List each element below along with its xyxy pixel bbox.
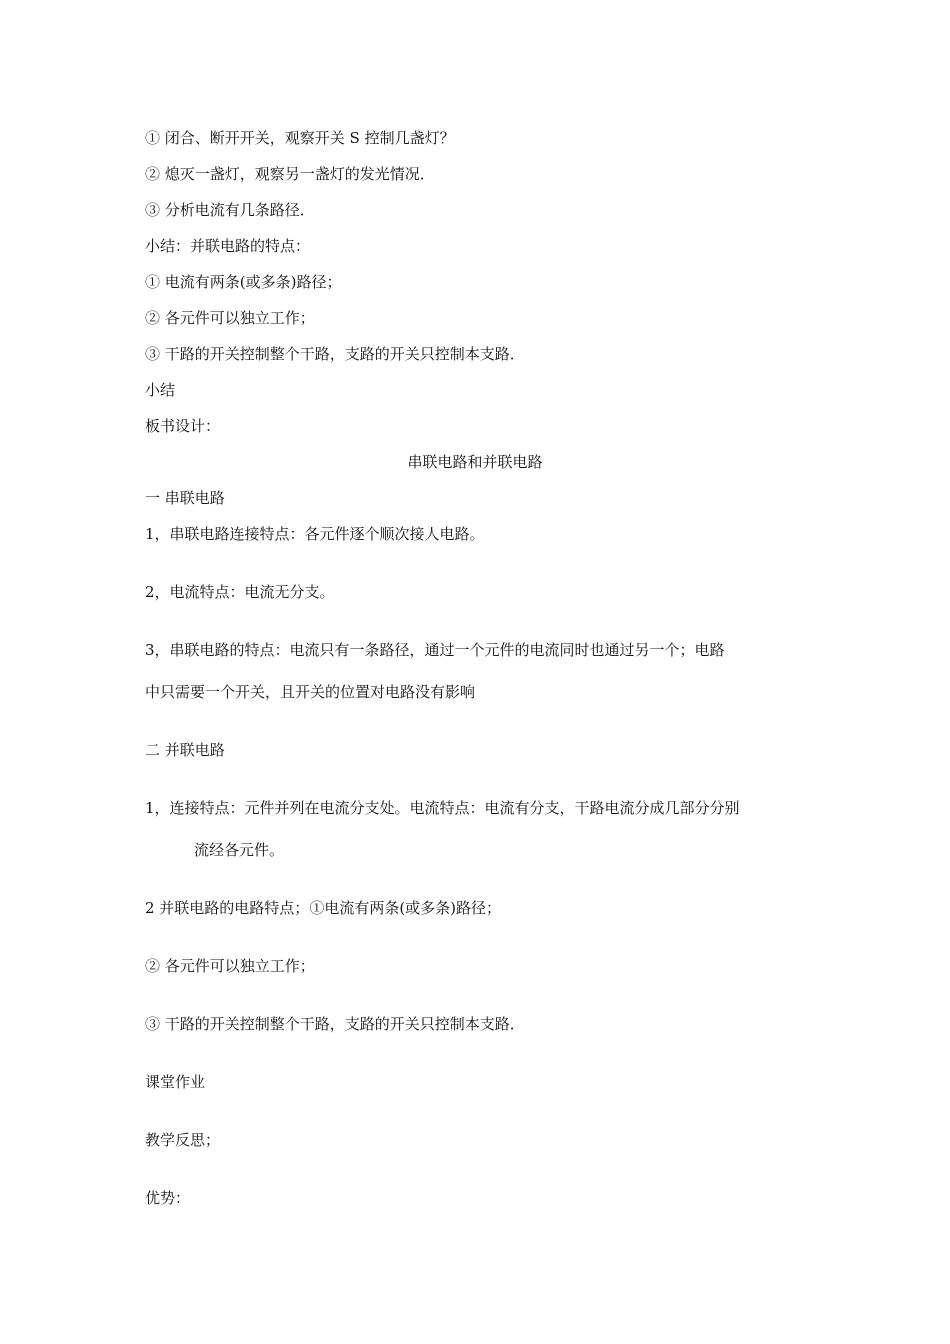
text-line-18: 流经各元件。 <box>194 841 285 859</box>
text-line-17: 1，连接特点：元件并列在电流分支处。电流特点：电流有分支，干路电流分成几部分分别 <box>145 799 740 817</box>
text-line-7: ③ 干路的开关控制整个干路，支路的开关只控制本支路． <box>145 345 525 363</box>
text-line-15: 中只需要一个开关，且开关的位置对电路没有影响 <box>145 683 476 701</box>
text-line-5: ① 电流有两条(或多条)路径； <box>145 273 342 291</box>
text-line-12: 1，串联电路连接特点：各元件逐个顺次接人电路。 <box>145 525 485 543</box>
text-line-1: ① 闭合、断开开关，观察开关 S 控制几盏灯？ <box>145 129 455 147</box>
heading-strengths: 优势： <box>145 1189 191 1207</box>
text-line-21: ③ 干路的开关控制整个干路，支路的开关只控制本支路． <box>145 1015 525 1033</box>
heading-parallel-circuit: 二 并联电路 <box>145 741 225 759</box>
text-line-19: 2 并联电路的电路特点；①电流有两条(或多条)路径； <box>145 899 502 917</box>
text-line-13: 2，电流特点：电流无分支。 <box>145 583 335 601</box>
heading-teaching-reflection: 教学反思； <box>145 1131 221 1149</box>
text-line-20: ② 各元件可以独立工作； <box>145 957 315 975</box>
text-line-2: ② 熄灭一盏灯，观察另一盏灯的发光情况． <box>145 165 435 183</box>
text-line-14: 3，串联电路的特点：电流只有一条路径，通过一个元件的电流同时也通过另一个；电路 <box>145 641 725 659</box>
text-line-6: ② 各元件可以独立工作； <box>145 309 315 327</box>
heading-classwork: 课堂作业 <box>145 1073 206 1091</box>
text-line-8: 小结 <box>145 381 176 399</box>
text-line-3: ③ 分析电流有几条路径． <box>145 201 315 219</box>
heading-series-circuit: 一 串联电路 <box>145 489 225 507</box>
text-line-4: 小结：并联电路的特点： <box>145 237 311 255</box>
text-line-9: 板书设计： <box>145 417 221 435</box>
section-title: 串联电路和并联电路 <box>407 453 543 471</box>
